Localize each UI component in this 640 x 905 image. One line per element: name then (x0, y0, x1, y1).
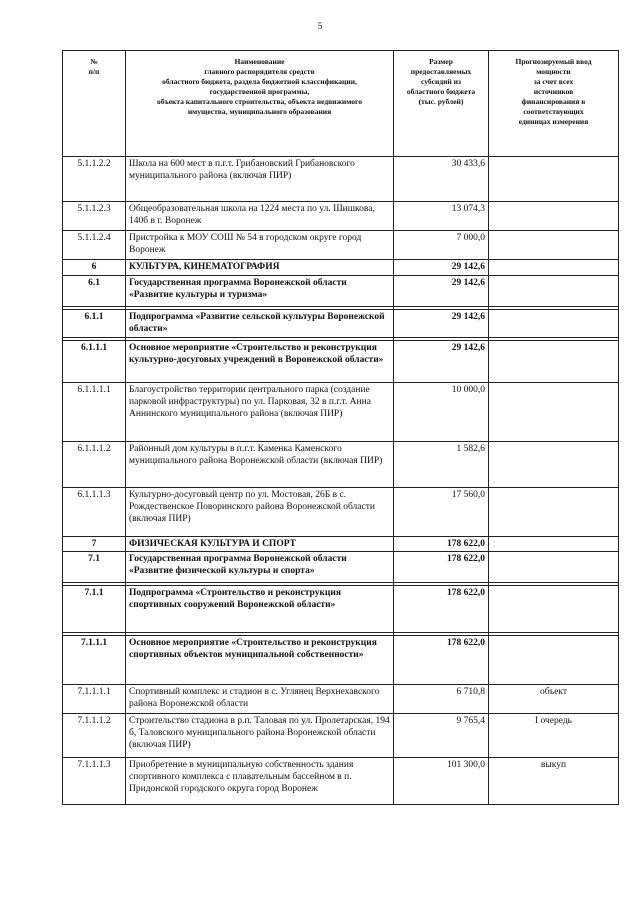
row-amount: 178 622,0 (394, 552, 489, 583)
table-row (63, 758, 619, 805)
row-capacity (489, 231, 619, 260)
row-name: Государственная программа Воронежской области «Развитие физической культуры и спорта» (126, 552, 394, 583)
table-row (63, 442, 619, 488)
row-name: КУЛЬТУРА, КИНЕМАТОГРАФИЯ (126, 260, 394, 276)
row-number: 5.1.1.2.3 (63, 202, 126, 231)
row-amount: 9 765,4 (394, 714, 489, 758)
row-amount: 29 142,6 (394, 310, 489, 338)
row-amount: 1 582,6 (394, 442, 489, 488)
row-name: Культурно-досуговый центр по ул. Мостовая, 26Б в с. Рождественское Поворинского района Воронежской области (включая ПИР) (126, 488, 394, 537)
row-number: 5.1.1.2.2 (63, 157, 126, 202)
row-capacity (489, 260, 619, 276)
table-row (63, 260, 619, 276)
row-amount: 178 622,0 (394, 537, 489, 552)
row-capacity (489, 310, 619, 338)
row-amount: 178 622,0 (394, 586, 489, 633)
row-capacity (489, 537, 619, 552)
row-name: Приобретение в муниципальную собственность здания спортивного комплекса с плавательным бассейном в п. Придонской городского округа город Воронеж (126, 758, 394, 805)
row-name: Школа на 600 мест в п.г.т. Грибановский Грибановского муниципального района (включая ПИР) (126, 157, 394, 202)
row-amount: 101 300,0 (394, 758, 489, 805)
row-number: 6 (63, 260, 126, 276)
row-capacity (489, 341, 619, 383)
row-capacity (489, 552, 619, 583)
row-amount: 29 142,6 (394, 276, 489, 307)
row-capacity (489, 636, 619, 685)
table-row (63, 310, 619, 338)
subsidy-table (62, 50, 619, 805)
row-amount: 6 710,8 (394, 685, 489, 714)
row-capacity (489, 202, 619, 231)
table-row (63, 157, 619, 202)
table-row (63, 537, 619, 552)
row-name: Районный дом культуры в п.г.т. Каменка Каменского муниципального района Воронежской области (включая ПИР) (126, 442, 394, 488)
row-name: Строительство стадиона в р.п. Таловая по ул. Пролетарская, 194 б, Таловского муниципального района Воронежской области (включая ПИР) (126, 714, 394, 758)
row-capacity (489, 383, 619, 442)
row-amount: 17 560,0 (394, 488, 489, 537)
table-row (63, 231, 619, 260)
table-row (63, 586, 619, 633)
table-row (63, 383, 619, 442)
row-number: 6.1.1.1 (63, 341, 126, 383)
table-row (63, 488, 619, 537)
row-amount: 10 000,0 (394, 383, 489, 442)
table-row (63, 552, 619, 583)
header-number: № п/п (63, 51, 126, 157)
table-row (63, 714, 619, 758)
row-amount: 7 000,0 (394, 231, 489, 260)
row-number: 7.1 (63, 552, 126, 583)
row-capacity (489, 157, 619, 202)
row-capacity (489, 442, 619, 488)
row-amount: 13 074,3 (394, 202, 489, 231)
row-amount: 29 142,6 (394, 341, 489, 383)
row-name: Спортивный комплекс и стадион в с. Углянец Верхнехавского района Воронежской области (126, 685, 394, 714)
table-row (63, 341, 619, 383)
row-number: 5.1.1.2.4 (63, 231, 126, 260)
row-name: Общеобразовательная школа на 1224 места по ул. Шишкова, 140б в г. Воронеж (126, 202, 394, 231)
row-capacity (489, 276, 619, 307)
row-number: 6.1.1.1.2 (63, 442, 126, 488)
row-number: 6.1 (63, 276, 126, 307)
table-row (63, 276, 619, 307)
row-name: Подпрограмма «Строительство и реконструкция спортивных сооружений Воронежской области» (126, 586, 394, 633)
row-number: 7.1.1.1.1 (63, 685, 126, 714)
row-capacity: выкуп (489, 758, 619, 805)
row-name: Основное мероприятие «Строительство и реконструкция культурно-досуговых учреждений в Воронежской области» (126, 341, 394, 383)
page-number: 5 (317, 21, 323, 31)
row-amount: 178 622,0 (394, 636, 489, 685)
row-name: Государственная программа Воронежской области «Развитие культуры и туризма» (126, 276, 394, 307)
table-row (63, 202, 619, 231)
row-capacity (489, 586, 619, 633)
row-number: 6.1.1.1.3 (63, 488, 126, 537)
row-number: 7.1.1.1.3 (63, 758, 126, 805)
row-amount: 30 433,6 (394, 157, 489, 202)
row-amount: 29 142,6 (394, 260, 489, 276)
row-number: 7.1.1 (63, 586, 126, 633)
row-name: Основное мероприятие «Строительство и реконструкция спортивных объектов муниципальной собственности» (126, 636, 394, 685)
table-row (63, 636, 619, 685)
row-number: 7 (63, 537, 126, 552)
row-name: ФИЗИЧЕСКАЯ КУЛЬТУРА И СПОРТ (126, 537, 394, 552)
row-capacity: объект (489, 685, 619, 714)
row-number: 6.1.1.1.1 (63, 383, 126, 442)
row-name: Подпрограмма «Развитие сельской культуры Воронежской области» (126, 310, 394, 338)
row-name: Пристройка к МОУ СОШ № 54 в городском округе город Воронеж (126, 231, 394, 260)
row-capacity (489, 488, 619, 537)
row-name: Благоустройство территории центрального парка (создание парковой инфраструктуры) по ул. Парковая, 32 в п.г.т. Анна Аннинского муниципального района (включая ПИР) (126, 383, 394, 442)
row-number: 7.1.1.1.2 (63, 714, 126, 758)
header-name: Наименование главного распорядителя средств областного бюджета, раздела бюджетной классификации, государственной программы, объекта капитального строительства, объекта недвижимого имущества, муниципального образования (126, 51, 394, 157)
header-amount: Размер предоставляемых субсидий из областного бюджета (тыс. рублей) (394, 51, 489, 157)
row-number: 7.1.1.1 (63, 636, 126, 685)
header-capacity: Прогнозируемый ввод мощности за счет всех источников финансирования в соответствующих единицах измерения (489, 51, 619, 157)
row-number: 6.1.1 (63, 310, 126, 338)
table-row (63, 685, 619, 714)
row-capacity: I очередь (489, 714, 619, 758)
